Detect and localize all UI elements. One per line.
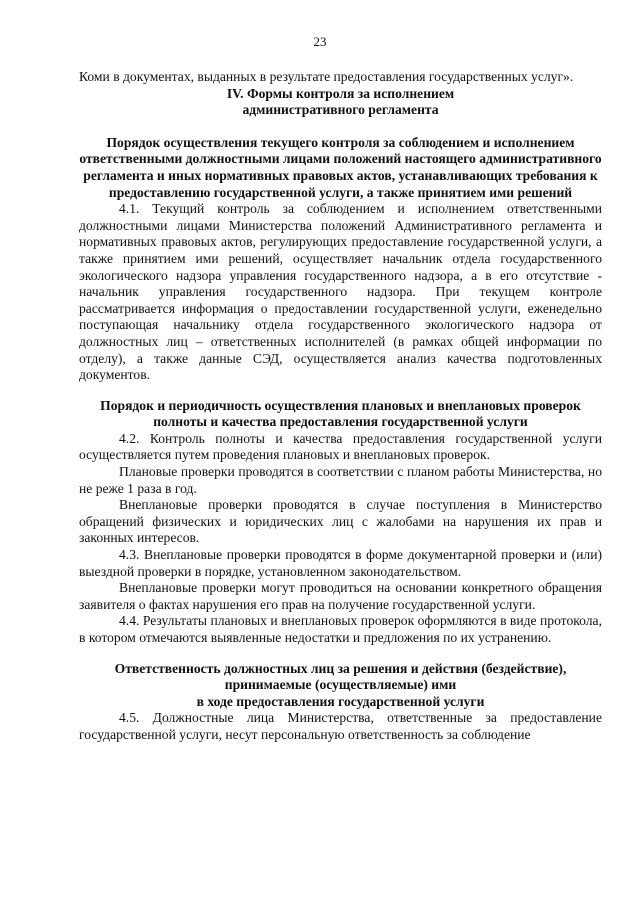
section-title-line2: административного регламента [242,102,439,118]
page-number: 23 [313,34,327,49]
intro-continuation: Коми в документах, выданных в результате предоставления государственных услуг». [79,69,574,84]
paragraph-unplanned-checks: Внеплановые проверки проводятся в случае поступления в Министерство обращений физических и юридических лиц с жалобами на нарушения их прав и законных интересов. [79,497,602,546]
block1-heading: Порядок осуществления текущего контроля за соблюдением и исполнением ответственными должностными лицами положений настоящего административного регламента и иных нормативных правовых актов, устанавливающих требования к предоставлению государственной услуги, а также принятием ими решений [79,134,602,200]
paragraph-planned-checks: Плановые проверки проводятся в соответствии с планом работы Министерства, но не реже 1 раза в год. [79,464,602,496]
block2-heading: Порядок и периодичность осуществления плановых и внеплановых проверок полноты и качества предоставления государственной услуги [100,397,581,430]
spacer [79,384,602,398]
page-content [79,69,602,744]
paragraph-unplanned-basis: Внеплановые проверки могут проводиться на основании конкретного обращения заявителя о фактах нарушения его прав на получение государственной услуги. [79,580,602,612]
paragraph-4-2: 4.2. Контроль полноты и качества предоставления государственной услуги осуществляется путем проведения плановых и внеплановых проверок. [79,430,602,463]
paragraph-4-3: 4.3. Внеплановые проверки проводятся в форме документарной проверки и (или) выездной проверки в порядке, установленном законодательством. [79,547,602,579]
paragraph-4-5: 4.5. Должностные лица Министерства, ответственные за предоставление государственной услуги, несут персональную ответственность за соблюдение [79,710,602,742]
paragraph-4-4: 4.4. Результаты плановых и внеплановых проверок оформляются в виде протокола, в котором отмечаются выявленные недостатки и предложения по их устранению. [79,613,602,645]
block3-heading-line1: Ответственность должностных лиц за решения и действия (бездействие), [114,660,567,676]
block3-heading-line2: принимаемые (осуществляемые) ими [224,677,457,693]
spacer [79,119,602,135]
spacer [79,647,602,661]
block3-heading-line3: в ходе предоставления государственной услуги [196,693,485,709]
paragraph-4-1: 4.1. Текущий контроль за соблюдением и исполнением ответственными должностными лицами Министерства положений Административного регламента и нормативных правовых актов, регулирующих предоставление государственной услуги, а также принятием ими решений, осуществляет начальник отдела государственного экологического надзора управления государственного надзора, а в его отсутствие - начальник управления государственного надзора. При текущем контроле рассматривается информация о предоставлении государственной услуги, еженедельно поступающая начальнику отдела государственного экологического надзора от должностных лиц – ответственных исполнителей (в рамках общей информации по отделу), а также данные СЭД, осуществляется анализ качества подготовленных документов. [79,201,602,383]
section-title-line1: IV. Формы контроля за исполнением [226,85,455,101]
